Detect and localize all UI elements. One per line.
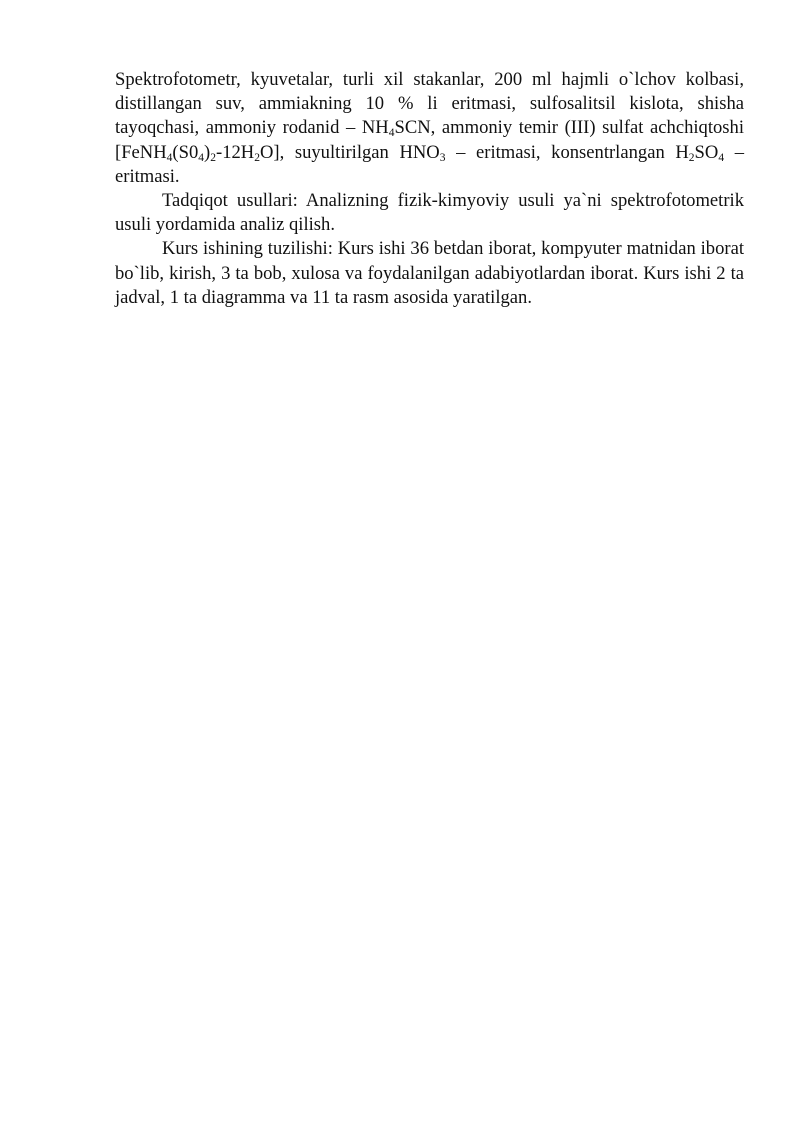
subscript: 4	[198, 151, 205, 164]
equipment-text-9: – eritmasi.	[115, 141, 744, 187]
subscript: 4	[388, 127, 395, 140]
equipment-text-1: Spektrofotometr, kyuvetalar, turli xil stakanlar, 200 ml hajmli o`lchov kolbasi, distillangan suv, ammiakning 10 % li eritmasi, sulfosalitsil kislota, shisha tayoqchasi, ammoniy rodanid – NH	[115, 69, 744, 139]
document-page	[115, 68, 744, 310]
equipment-text-5: -12H	[216, 141, 255, 163]
subscript: 3	[439, 151, 446, 164]
equipment-text-3: (S0	[172, 141, 199, 163]
subscript: 2	[254, 151, 260, 164]
methods-paragraph: Tadqiqot usullari: Analizning fizik-kimyoviy usuli ya`ni spektrofotometrik usuli yordamida analiz qilish.	[115, 190, 744, 236]
equipment-text-6: O], suyultirilgan HNO	[259, 141, 440, 163]
subscript: 2	[688, 151, 695, 164]
equipment-text-4: )	[204, 141, 211, 163]
subscript: 2	[210, 151, 216, 164]
equipment-text-7: – eritmasi, konsentrlangan H	[445, 141, 689, 163]
structure-paragraph: Kurs ishining tuzilishi: Kurs ishi 36 betdan iborat, kompyuter matnidan iborat bo`lib, kirish, 3 ta bob, xulosa va foydalanilgan adabiyotlardan iborat. Kurs ishi 2 ta jadval, 1 ta diagramma va 11 ta rasm asosida yaratilgan.	[115, 238, 744, 308]
equipment-text-2: SCN, ammoniy temir (III) sulfat achchiqtoshi [FeNH	[115, 117, 745, 163]
subscript: 4	[718, 151, 725, 164]
equipment-text-8: SO	[694, 141, 719, 163]
subscript: 4	[166, 151, 173, 164]
equipment-paragraph	[115, 68, 744, 189]
